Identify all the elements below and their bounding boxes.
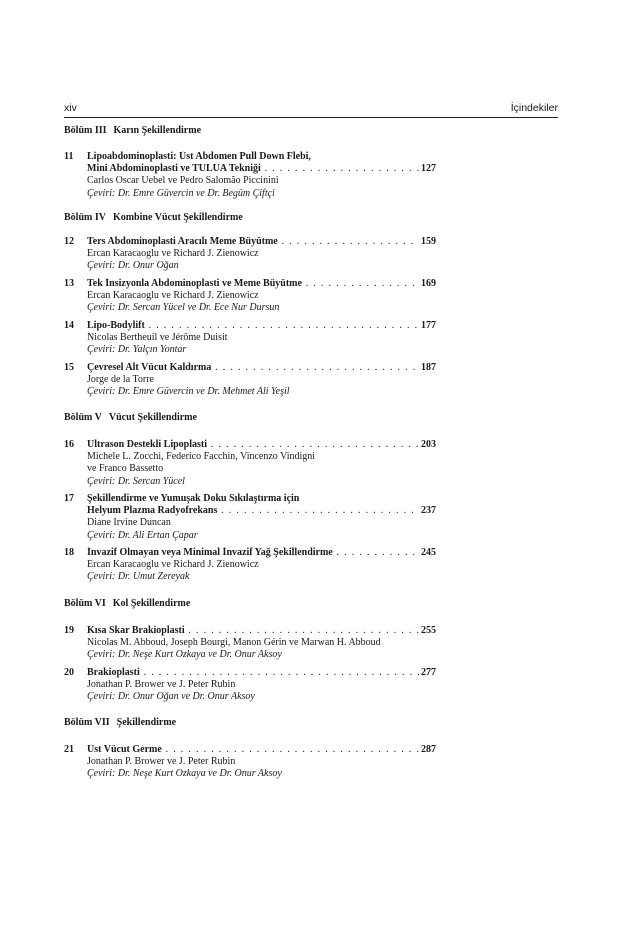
running-head: [64, 100, 558, 116]
section-heading: [64, 125, 201, 136]
chapter-translators: Çeviri: Dr. Onur Oğan: [87, 260, 179, 272]
chapter-translators: Çeviri: Dr. Onur Oğan ve Dr. Onur Aksoy: [87, 691, 255, 703]
toc-entry[interactable]: [64, 625, 436, 662]
chapter-translators: Çeviri: Dr. Neşe Kurt Özkaya ve Dr. Onur Aksoy: [87, 649, 282, 661]
chapter-title: Lipoabdominoplasti: Üst Abdomen Pull Down Flebi,: [87, 151, 311, 162]
page-ref: 237: [421, 505, 436, 517]
chapter-number: 13: [64, 278, 74, 289]
page-ref: 287: [421, 744, 436, 755]
section-title: Vücut Şekillendirme: [108, 412, 197, 423]
running-title: İçindekiler: [510, 102, 558, 114]
chapter-title: Şekillendirme ve Yumuşak Doku Sıkılaştırma için: [87, 493, 300, 504]
toc-entry[interactable]: [64, 362, 436, 399]
section-title: Şekillendirme: [116, 717, 177, 728]
chapter-translators: Çeviri: Dr. Sercan Yücel ve Dr. Ece Nur Dursun: [87, 302, 280, 314]
chapter-title: Kısa Skar Brakioplasti 255 . . .: [87, 625, 436, 637]
section-label: Bölüm V: [64, 412, 102, 423]
page-ref: 187: [421, 362, 436, 373]
page-ref: 277: [421, 667, 436, 678]
page-number: xiv: [64, 102, 77, 114]
chapter-title: Üst Vücut Germe 287 . . .: [87, 744, 436, 756]
section-heading: [64, 717, 176, 728]
page-ref: 177: [421, 320, 436, 331]
chapter-authors: Carlos Oscar Uebel ve Pedro Salomão Piccinini: [87, 175, 279, 187]
chapter-title: Mini Abdominoplasti ve TULUA Tekniği 127 . . .: [87, 163, 436, 175]
page-ref: 127: [421, 163, 436, 175]
chapter-number: 12: [64, 236, 74, 247]
toc-entry[interactable]: [64, 547, 436, 584]
chapter-translators: Çeviri: Dr. Emre Güvercin ve Dr. Mehmet Ali Yeşil: [87, 386, 290, 398]
page-ref: 169: [421, 278, 436, 289]
toc-entry[interactable]: [64, 278, 436, 315]
chapter-authors: Jonathan P. Brower ve J. Peter Rubin: [87, 679, 236, 691]
chapter-translators: Çeviri: Dr. Sercan Yücel: [87, 475, 185, 487]
chapter-translators: Çeviri: Dr. Yalçın Yontar: [87, 344, 187, 356]
chapter-authors: ve Franco Bassetto: [87, 463, 164, 475]
chapter-title: Lipo-Bodylift 177 . . .: [87, 320, 436, 332]
chapter-title: Ters Abdominoplasti Aracılı Meme Büyütme 159 . . .: [87, 236, 436, 248]
toc-entry[interactable]: [64, 439, 436, 488]
chapter-number: 14: [64, 320, 74, 331]
chapter-title: Tek İnsizyonla Abdominoplasti ve Meme Büyütme 169 . . .: [87, 278, 436, 290]
page-ref: 255: [421, 625, 436, 636]
section-title: Kombine Vücut Şekillendirme: [112, 212, 243, 223]
chapter-authors: Ercan Karacaoglu ve Richard J. Zienowicz: [87, 559, 259, 571]
toc-entry[interactable]: [64, 151, 436, 200]
chapter-number: 18: [64, 547, 74, 558]
chapter-authors: Ercan Karacaoglu ve Richard J. Zienowicz: [87, 248, 259, 260]
header-rule: [64, 117, 558, 118]
chapter-translators: Çeviri: Dr. Emre Güvercin ve Dr. Begüm Çiftçi: [87, 187, 275, 199]
toc-entry[interactable]: [64, 493, 436, 542]
chapter-authors: Nicolas Bertheuil ve Jérôme Duisit: [87, 332, 228, 344]
chapter-translators: Çeviri: Dr. Umut Zereyak: [87, 571, 190, 583]
chapter-title: Çevresel Alt Vücut Kaldırma 187 . . .: [87, 362, 436, 374]
page-ref: 203: [421, 439, 436, 450]
chapter-authors: Nicolas M. Abboud, Joseph Bourgi, Manon Gérin ve Marwan H. Abboud: [87, 637, 381, 649]
chapter-number: 21: [64, 744, 74, 755]
chapter-number: 19: [64, 625, 74, 636]
chapter-number: 11: [64, 151, 74, 162]
toc-entry[interactable]: [64, 667, 436, 704]
chapter-authors: Jorge de la Torre: [87, 374, 154, 386]
section-title: Kol Şekillendirme: [112, 598, 191, 609]
chapter-translators: Çeviri: Dr. Ali Ertan Çapar: [87, 529, 198, 541]
chapter-translators: Çeviri: Dr. Neşe Kurt Özkaya ve Dr. Onur Aksoy: [87, 768, 282, 780]
section-label: Bölüm IV: [64, 212, 106, 223]
chapter-title: İnvazif Olmayan veya Minimal İnvazif Yağ Şekillendirme 245 . . .: [87, 547, 436, 559]
section-label: Bölüm VII: [64, 717, 110, 728]
section-heading: [64, 412, 197, 423]
toc-entry[interactable]: [64, 320, 436, 357]
page-ref: 245: [421, 547, 436, 558]
chapter-number: 16: [64, 439, 74, 450]
chapter-authors: Ercan Karacaoglu ve Richard J. Zienowicz: [87, 290, 259, 302]
chapter-authors: Michele L. Zocchi, Federico Facchin, Vincenzo Vindigni: [87, 451, 316, 463]
chapter-title: Brakioplasti 277 . . .: [87, 667, 436, 679]
chapter-authors: Diane Irvine Duncan: [87, 517, 171, 529]
section-label: Bölüm VI: [64, 598, 106, 609]
section-label: Bölüm III: [64, 125, 107, 136]
chapter-number: 20: [64, 667, 74, 678]
chapter-title: Ultrason Destekli Lipoplasti 203 . . .: [87, 439, 436, 451]
section-heading: [64, 598, 190, 609]
toc-entry[interactable]: [64, 236, 436, 273]
section-heading: [64, 212, 243, 223]
chapter-number: 15: [64, 362, 74, 373]
chapter-authors: Jonathan P. Brower ve J. Peter Rubin: [87, 756, 236, 768]
section-title: Karın Şekillendirme: [113, 125, 202, 136]
chapter-number: 17: [64, 493, 74, 504]
toc-entry[interactable]: [64, 744, 436, 781]
page-ref: 159: [421, 236, 436, 247]
chapter-title: Helyum Plazma Radyofrekans 237 . . .: [87, 505, 436, 517]
